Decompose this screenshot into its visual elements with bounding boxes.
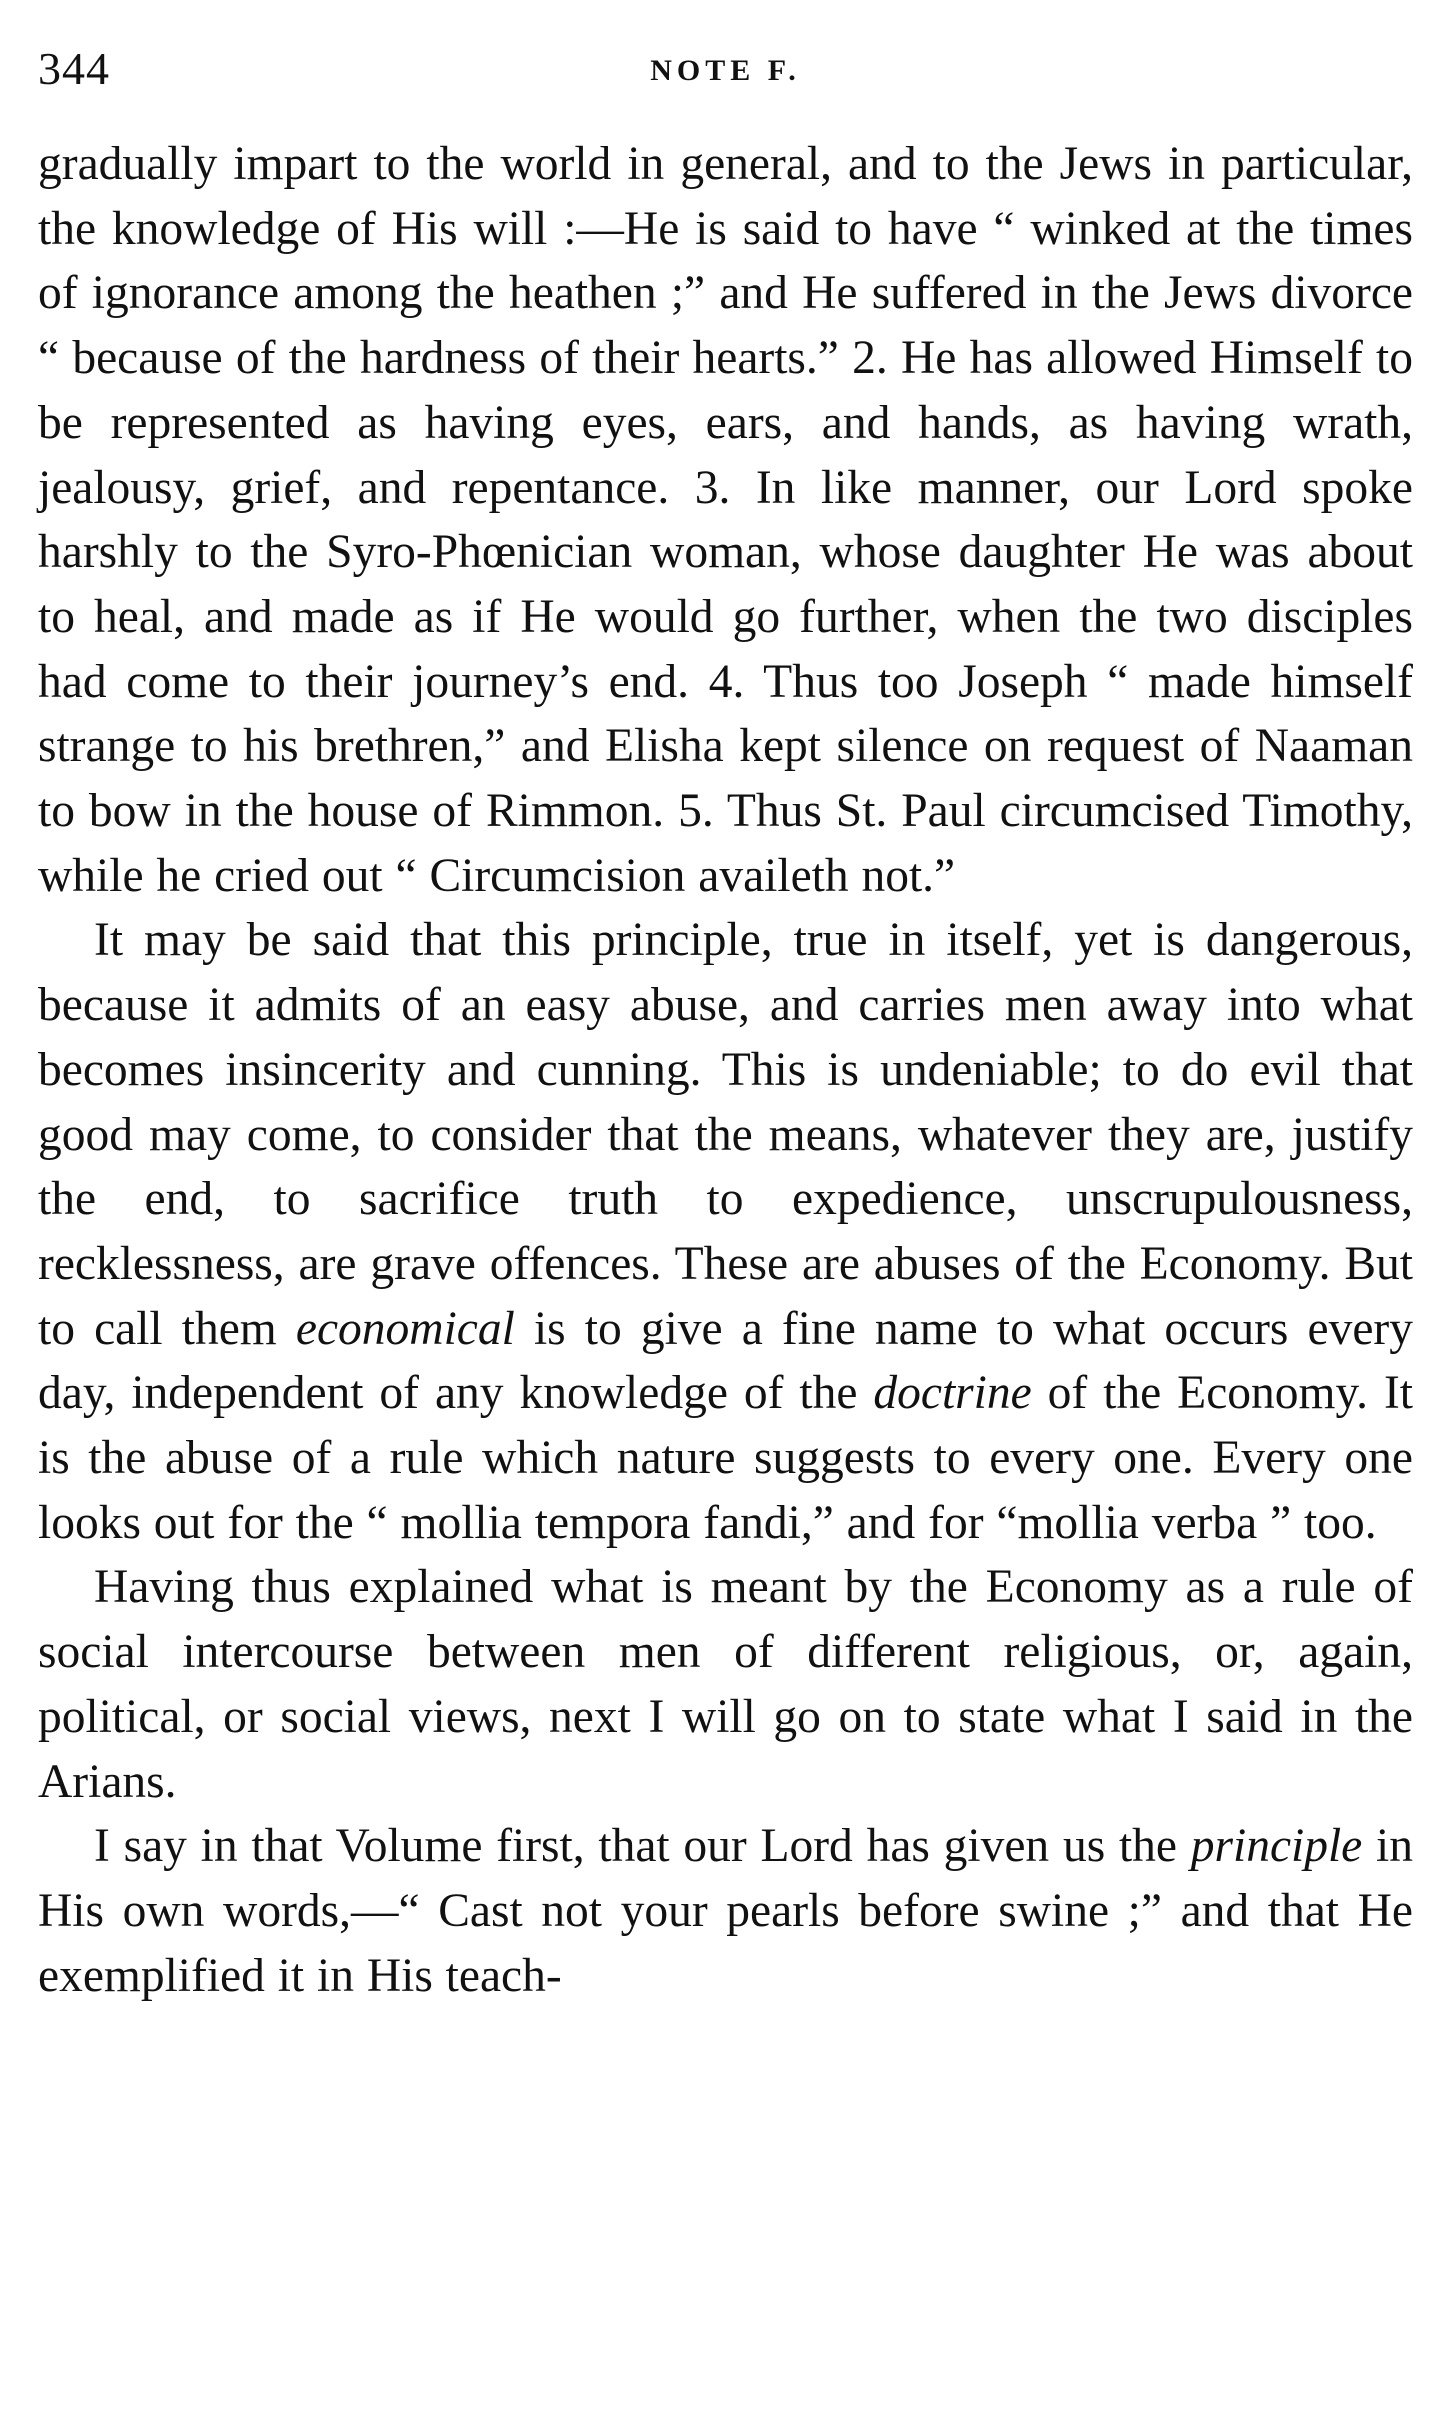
running-head: NOTE F. [650, 54, 801, 87]
italic-term-doctrine: doctrine [873, 1367, 1032, 1420]
text-segment: I say in that Volume first, that our Lord has given us the [94, 1820, 1191, 1873]
text-segment: is to give a fine name to what occurs every day, independent of any knowledge of the [38, 1302, 1413, 1420]
body-text [38, 132, 1413, 2008]
paragraph-2 [38, 908, 1413, 1555]
text-segment: of the Economy. It is the abuse of a rule which nature suggests to every one. Every one looks out for the “ mollia tempora fandi,” and for “mollia verba ” too. [38, 1367, 1413, 1549]
paragraph-4 [38, 1814, 1413, 2008]
paragraph-3 [38, 1555, 1413, 1814]
text-segment: It may be said that this principle, true in itself, yet is dangerous, because it admits of an easy abuse, and carries men away into what becomes insincerity and cunning. This is undeniable; to do evil that good may come, to consider that the means, whatever they are, justify the end, to sacrifice truth to expedience, unscrupulousness, recklessness, are grave offences. These are abuses of the Economy. But to call them [38, 914, 1413, 1355]
italic-term-principle: principle [1190, 1820, 1363, 1873]
text-segment: in His own words,—“ Cast not your pearls before swine ;” and that He exemplified it in His teach- [38, 1820, 1413, 2002]
paragraph-1 [38, 132, 1413, 908]
text-segment: gradually impart to the world in general, and to the Jews in particular, the knowledge of His will :—He is said to have “ winked at the times of ignorance among the heathen ;” and He suffered in the Jews divorce “ because of the hardness of their hearts.” 2. He has allowed Himself to be represented as having eyes, ears, and hands, as having wrath, jealousy, grief, and repentance. 3. In like manner, our Lord spoke harshly to the Syro-Phœnician woman, whose daughter He was about to heal, and made as if He would go further, when the two disciples had come to their journey’s end. 4. Thus too Joseph “ made himself strange to his brethren,” and Elisha kept silence on request of Naaman to bow in the house of Rimmon. 5. Thus St. Paul circumcised Timothy, while he cried out “ Circumcision availeth not.” [38, 138, 1413, 902]
text-segment: Having thus explained what is meant by the Economy as a rule of social intercourse between men of different religious, or, again, political, or social views, next I will go on to state what I said in the Arians. [38, 1561, 1413, 1808]
page-number: 344 [38, 43, 110, 94]
page-header [38, 42, 1413, 102]
italic-term-economical: economical [295, 1302, 515, 1355]
